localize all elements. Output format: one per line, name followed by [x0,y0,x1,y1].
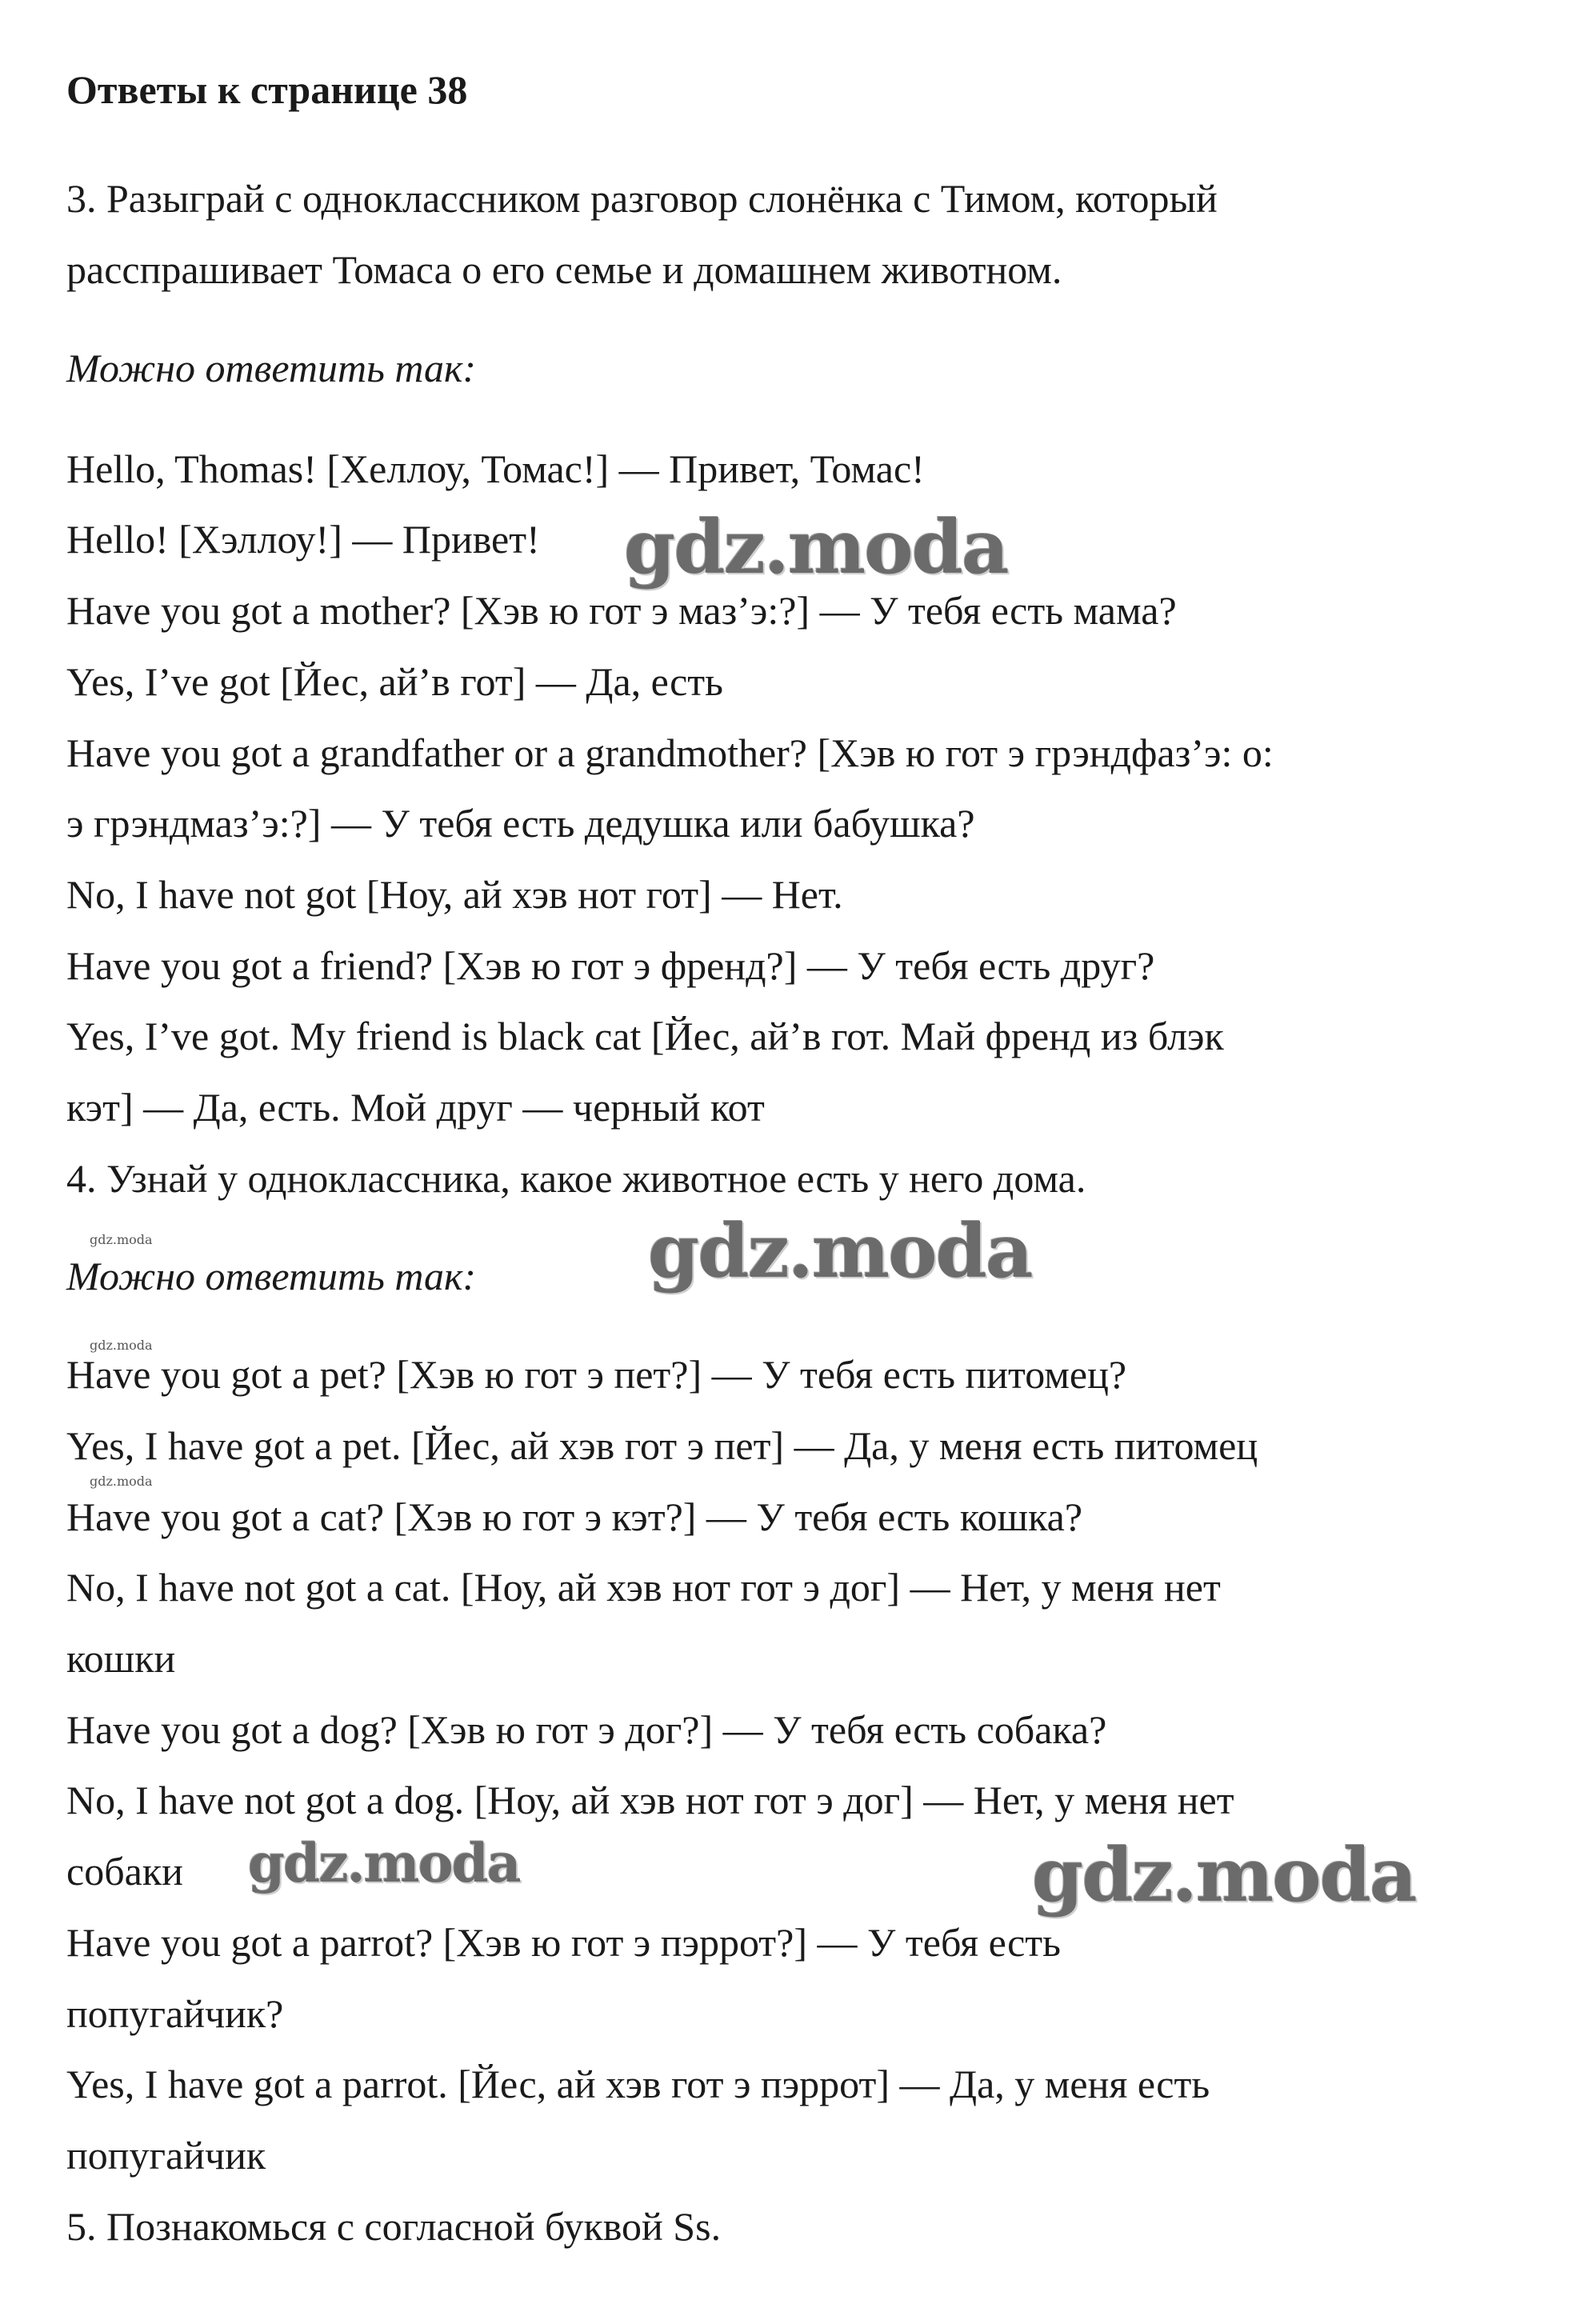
dialog-line: Have you got a parrot? [Хэв ю гот э пэррот?] — У тебя есть [66,1920,1061,1965]
dialog-line: Yes, I’ve got [Йес, ай’в гот] — Да, есть [66,659,723,704]
task-5-text: 5. Познакомься с согласной буквой Ss. [66,2204,722,2249]
dialog-line: попугайчик? [66,1991,284,2036]
watermark-logo: gdz.moda [248,1832,520,1894]
dialog-line: No, I have not got a cat. [Ноу, ай хэв нот гот э дог] — Нет, у меня нет [66,1565,1221,1610]
dialog-line: кэт] — Да, есть. Мой друг — черный кот [66,1085,765,1130]
dialog-line: Have you got a mother? [Хэв ю гот э маз’э:?] — У тебя есть мама? [66,588,1177,633]
dialog-line: э грэндмаз’э:?] — У тебя есть дедушка или бабушка? [66,801,975,846]
dialog-line: Have you got a friend? [Хэв ю гот э френд?] — У тебя есть друг? [66,943,1155,988]
watermark-logo: gdz.moda [1032,1832,1416,1918]
dialog-line: No, I have not got a dog. [Ноу, ай хэв нот гот э дог] — Нет, у меня нет [66,1778,1234,1822]
task-3-text-cont: расспрашивает Томаса о его семье и домашнем животном. [66,247,1062,292]
watermark-small: gdz.moda [90,1338,153,1353]
answer-intro: Можно ответить так: [66,1254,477,1298]
page-title: Ответы к странице 38 [66,67,468,112]
dialog-line: Yes, I have got a pet. [Йес, ай хэв гот э пет] — Да, у меня есть питомец [66,1423,1258,1468]
answer-intro: Можно ответить так: [66,346,477,390]
task-4-text: 4. Узнай у одноклассника, какое животное есть у него дома. [66,1156,1086,1201]
dialog-line: Have you got a grandfather or a grandmother? [Хэв ю гот э грэндфаз’э: о: [66,730,1274,775]
dialog-line: попугайчик [66,2133,266,2178]
dialog-line: Hello! [Хэллоу!] — Привет! [66,517,540,562]
watermark-small: gdz.moda [90,1232,153,1247]
dialog-line: No, I have not got [Ноу, ай хэв нот гот] — Нет. [66,872,843,917]
dialog-line: Yes, I’ve got. My friend is black cat [Йес, ай’в гот. Май френд из блэк [66,1014,1224,1058]
dialog-line: Have you got a pet? [Хэв ю гот э пет?] — У тебя есть питомец? [66,1352,1127,1397]
dialog-line: кошки [66,1636,176,1681]
watermark-logo: gdz.moda [648,1208,1032,1294]
dialog-line: Hello, Thomas! [Хеллоу, Томас!] — Привет, Томас! [66,446,925,491]
task-3-text: 3. Разыграй с одноклассником разговор слонёнка с Тимом, который [66,176,1218,221]
dialog-line: Have you got a dog? [Хэв ю гот э дог?] — У тебя есть собака? [66,1707,1107,1752]
watermark-small: gdz.moda [90,1474,153,1489]
dialog-line: собаки [66,1849,183,1894]
watermark-logo: gdz.moda [624,504,1008,590]
dialog-line: Have you got a cat? [Хэв ю гот э кэт?] — У тебя есть кошка? [66,1494,1083,1539]
dialog-line: Yes, I have got a parrot. [Йес, ай хэв гот э пэррот] — Да, у меня есть [66,2062,1210,2106]
